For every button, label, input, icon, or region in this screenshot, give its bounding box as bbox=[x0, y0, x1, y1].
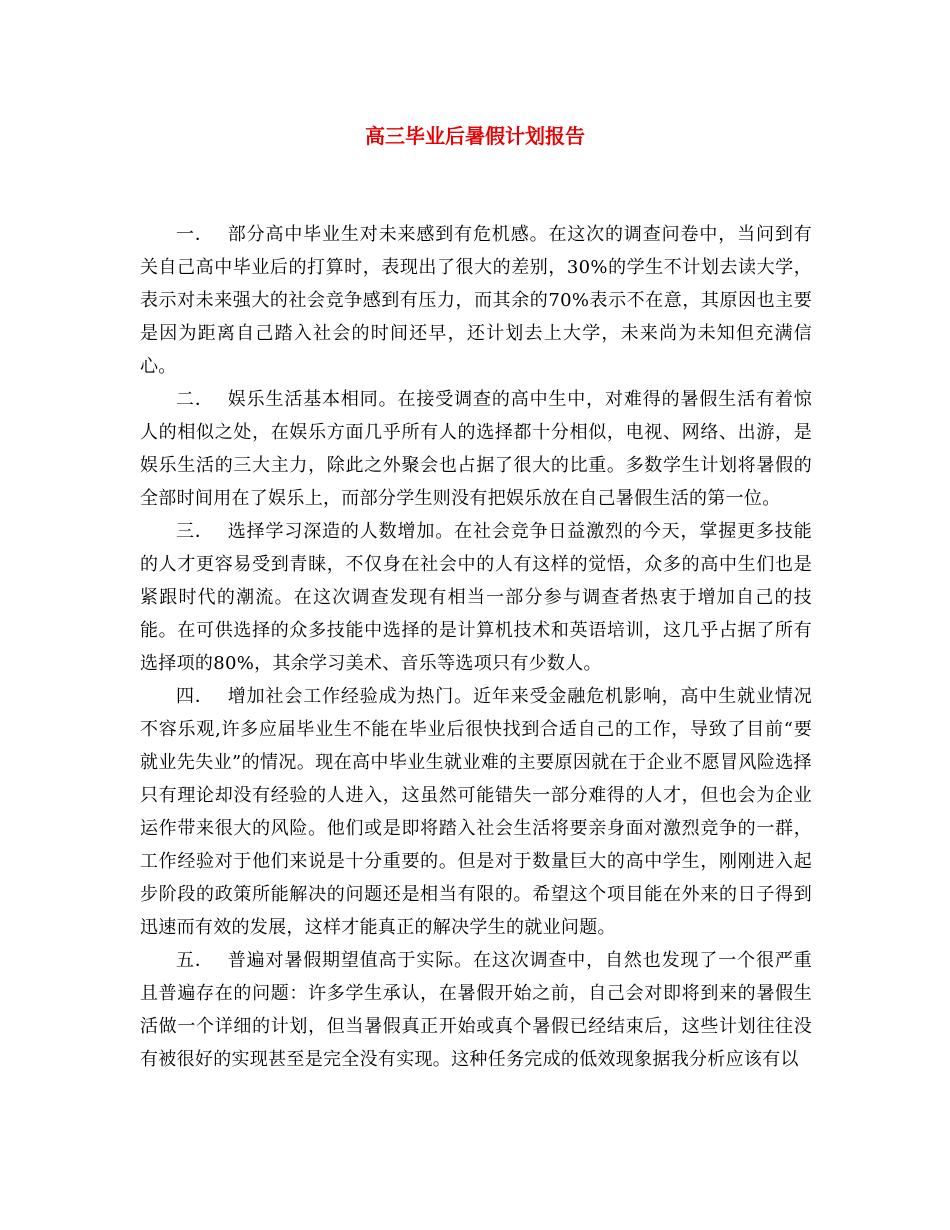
paragraph-2 bbox=[140, 383, 812, 515]
paragraph-1 bbox=[140, 218, 812, 383]
paragraph-text: 选择学习深造的人数增加。在社会竞争日益激烈的今天，掌握更多技能的人才更容易受到青睐，不仅身在社会中的人有这样的觉悟，众多的高中生们也是紧跟时代的潮流。在这次调查发现有相当一部分参与调查者热衷于增加自己的技能。在可供选择的众多技能中选择的是计算机技术和英语培训，这几乎占据了所有选择项的80%，其余学习美术、音乐等选项只有少数人。 bbox=[140, 521, 812, 674]
paragraph-text: 娱乐生活基本相同。在接受调查的高中生中，对难得的暑假生活有着惊人的相似之处，在娱乐方面几乎所有人的选择都十分相似，电视、网络、出游，是娱乐生活的三大主力，除此之外聚会也占据了很大的比重。多数学生计划将暑假的全部时间用在了娱乐上，而部分学生则没有把娱乐放在自己暑假生活的第一位。 bbox=[140, 389, 812, 509]
document-title: 高三毕业后暑假计划报告 bbox=[365, 124, 585, 148]
paragraph-number: 一． bbox=[176, 224, 214, 245]
document-body bbox=[140, 218, 812, 1076]
paragraph-4 bbox=[140, 680, 812, 944]
paragraph-number: 三． bbox=[176, 521, 214, 542]
paragraph-text: 普遍对暑假期望值高于实际。在这次调查中，自然也发现了一个很严重且普遍存在的问题：许多学生承认，在暑假开始之前，自己会对即将到来的暑假生活做一个详细的计划，但当暑假真正开始或真个暑假已经结束后，这些计划往往没有被很好的实现甚至是完全没有实现。这种任务完成的低效现象据我分析应该有以 bbox=[140, 950, 812, 1070]
paragraph-text: 部分高中毕业生对未来感到有危机感。在这次的调查问卷中，当问到有关自己高中毕业后的打算时，表现出了很大的差别，30%的学生不计划去读大学，表示对未来强大的社会竞争感到有压力，而其余的70%表示不在意，其原因也主要是因为距离自己踏入社会的时间还早，还计划去上大学，未来尚为未知但充满信心。 bbox=[140, 224, 812, 377]
paragraph-3 bbox=[140, 515, 812, 680]
paragraph-5 bbox=[140, 944, 812, 1076]
paragraph-number: 五． bbox=[176, 950, 214, 971]
paragraph-number: 二． bbox=[176, 389, 214, 410]
paragraph-text: 增加社会工作经验成为热门。近年来受金融危机影响，高中生就业情况不容乐观,许多应届毕业生不能在毕业后很快找到合适自己的工作，导致了目前“要就业先失业”的情况。现在高中毕业生就业难的主要原因就在于企业不愿冒风险选择只有理论却没有经验的人进入，这虽然可能错失一部分难得的人才，但也会为企业运作带来很大的风险。他们或是即将踏入社会生活将要亲身面对激烈竞争的一群，工作经验对于他们来说是十分重要的。但是对于数量巨大的高中学生，刚刚进入起步阶段的政策所能解决的问题还是相当有限的。希望这个项目能在外来的日子得到迅速而有效的发展，这样才能真正的解决学生的就业问题。 bbox=[140, 686, 812, 938]
paragraph-number: 四． bbox=[176, 686, 214, 707]
